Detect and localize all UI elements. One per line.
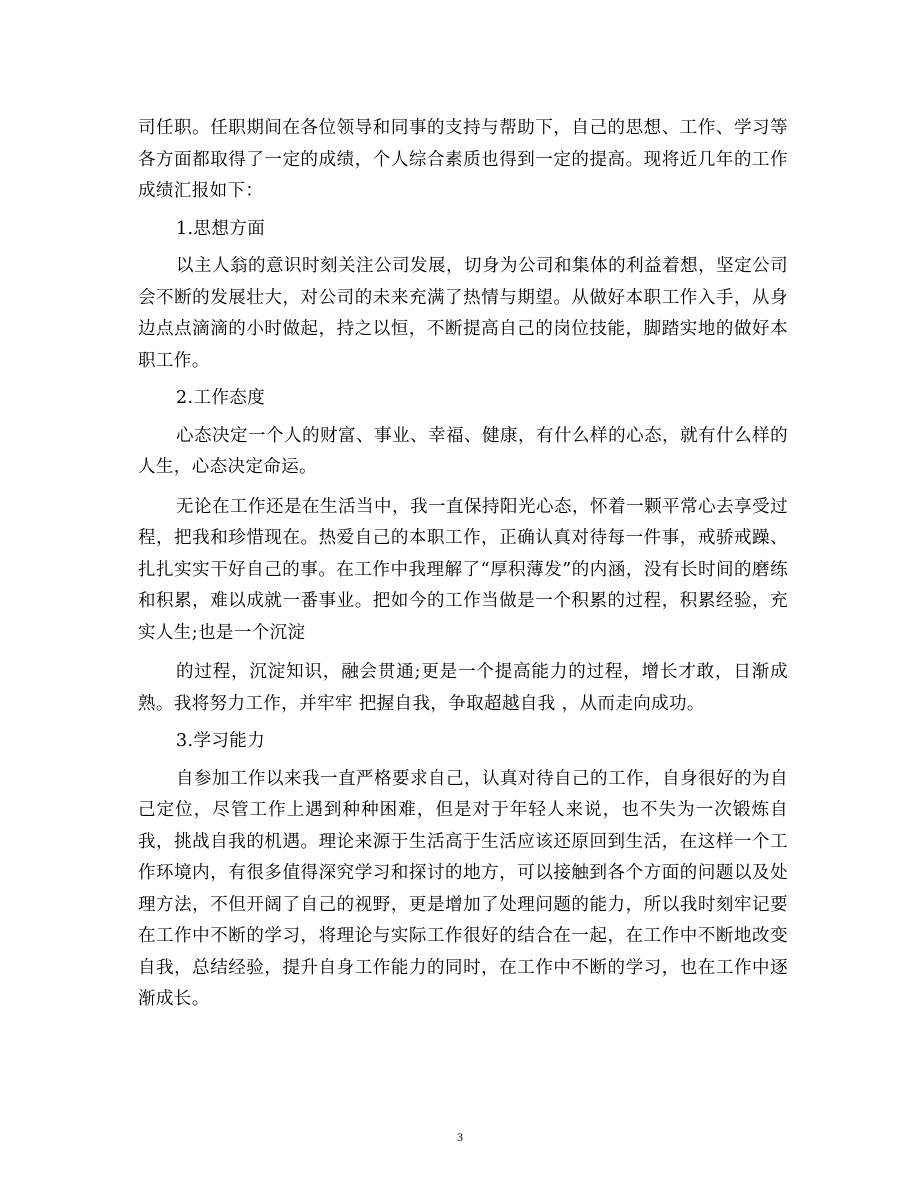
paragraph-learning: 自参加工作以来我一直严格要求自己，认真对待自己的工作，自身很好的为自己定位，尽管工作上遇到种种困难，但是对于年轻人来说，也不失为一次锻炼自我，挑战自我的机遇。理论来源于生活高于生活应该还原回到生活，在这样一个工作环境内，有很多值得深究学习和探讨的地方，可以接触到各个方面的问题以及处理方法，不但开阔了自己的视野，更是增加了处理问题的能力，所以我时刻牢记要在工作中不断的学习，将理论与实际工作很好的结合在一起，在工作中不断地改变自我，总结经验，提升自身工作能力的同时，在工作中不断的学习，也在工作中逐渐成长。: [138, 768, 788, 1009]
document-body: [138, 113, 788, 1016]
paragraph-attitude-2: 无论在工作还是在生活当中，我一直保持阳光心态，怀着一颗平常心去享受过程，把我和珍惜现在。热爱自己的本职工作，正确认真对待每一件事，戒骄戒躁、扎扎实实干好自己的事。在工作中我理解了“厚积薄发”的内涵，没有长时间的磨练和积累，难以成就一番事业。把如今的工作当做是一个积累的过程，积累经验，充实人生;也是一个沉淀: [138, 496, 788, 643]
section-heading-learning: 3.学习能力: [176, 731, 266, 751]
page-number: 3: [457, 1130, 463, 1144]
section-heading-thought: 1.思想方面: [176, 218, 266, 239]
paragraph-thought: 以主人翁的意识时刻关注公司发展，切身为公司和集体的利益着想，坚定公司会不断的发展壮大，对公司的未来充满了热情与期望。从做好本职工作入手，从身边点点滴滴的小时做起，持之以恒，不断提高自己的岗位技能，脚踏实地的做好本职工作。: [138, 256, 788, 371]
section-heading-attitude: 2.工作态度: [176, 388, 266, 408]
paragraph-attitude-1: 心态决定一个人的财富、事业、幸福、健康，有什么样的心态，就有什么样的人生，心态决定命运。: [138, 425, 788, 477]
paragraph-intro: 司任职。任职期间在各位领导和同事的支持与帮助下，自己的思想、工作、学习等各方面都取得了一定的成绩，个人综合素质也得到一定的提高。现将近几年的工作成绩汇报如下：: [138, 118, 788, 201]
paragraph-attitude-3: 的过程，沉淀知识，融会贯通;更是一个提高能力的过程，增长才敢，日渐成熟。我将努力工作，并牢牢 把握自我，争取超越自我 ，从而走向成功。: [138, 662, 788, 714]
